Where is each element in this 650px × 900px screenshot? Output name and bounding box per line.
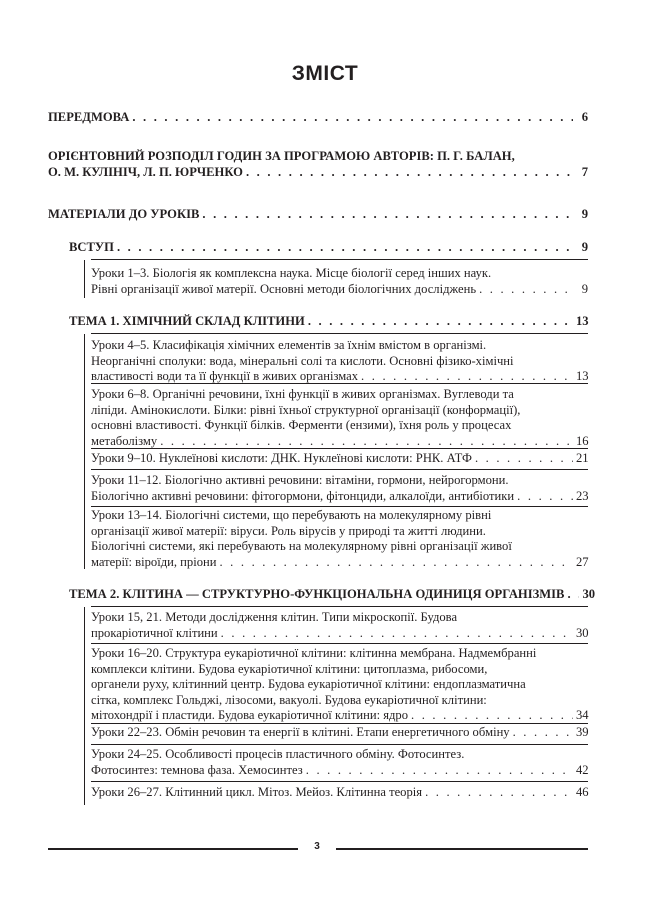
page-title: ЗМІСТ bbox=[291, 62, 359, 85]
toc-entry-text: Неорганічні сполуки: вода, мінеральні солі та кислоти. Основні фізико-хімічні bbox=[91, 353, 514, 368]
entry-rule bbox=[91, 744, 588, 745]
toc-page-number: 6 bbox=[581, 110, 588, 124]
toc-page-number: 39 bbox=[576, 725, 589, 739]
toc-entry-text: МАТЕРІАЛИ ДО УРОКІВ bbox=[48, 207, 200, 221]
toc-entry-text: Уроки 22–23. Обмін речовин та енергії в клітині. Етапи енергетичного обміну bbox=[91, 725, 510, 739]
dot-leader bbox=[479, 282, 573, 298]
section-bar bbox=[84, 334, 85, 569]
dot-leader bbox=[117, 240, 573, 256]
dot-leader bbox=[306, 763, 573, 779]
section-rule bbox=[91, 259, 588, 260]
toc-page-number: 30 bbox=[576, 625, 589, 640]
dot-leader bbox=[132, 110, 573, 126]
toc-entry-text: ОРІЄНТОВНИЙ РОЗПОДІЛ ГОДИН ЗА ПРОГРАМОЮ АВТОРІВ: П. Г. БАЛАН, bbox=[48, 149, 515, 163]
entry-rule bbox=[91, 506, 588, 507]
toc-entry-text: комплекси клітини. Будова еукаріотичної клітини: цитоплазма, рибосоми, bbox=[91, 661, 488, 676]
dot-leader bbox=[567, 587, 579, 603]
toc-page-number: 13 bbox=[576, 314, 589, 328]
toc-page-number: 9 bbox=[581, 240, 588, 254]
toc-page-number: 9 bbox=[581, 281, 588, 296]
toc-entry-text: мітохондрії і пластиди. Будова еукаріотичної клітини: ядро bbox=[91, 708, 409, 722]
toc-entry-text: О. М. КУЛІНІЧ, Л. П. ЮРЧЕНКО bbox=[48, 164, 243, 179]
entry-rule bbox=[91, 469, 588, 470]
dot-leader bbox=[219, 555, 573, 571]
toc-entry-text: прокаріотичної клітини bbox=[91, 625, 218, 640]
toc-entry-text: Уроки 13–14. Біологічні системи, що перебувають на молекулярному рівні bbox=[91, 508, 492, 522]
toc-entry-text: Уроки 24–25. Особливості процесів пластичного обміну. Фотосинтез. bbox=[91, 747, 465, 761]
toc-entry-text: Уроки 16–20. Структура еукаріотичної клітини: клітинна мембрана. Надмембранні bbox=[91, 646, 537, 660]
dot-leader bbox=[517, 489, 573, 505]
toc-entry-text: Уроки 11–12. Біологічно активні речовини: вітаміни, гормони, нейрогормони. bbox=[91, 473, 509, 487]
entry-rule bbox=[91, 781, 588, 782]
toc-entry-text: Біологічно активні речовини: фітогормони, фітонциди, алкалоїди, антибіотики bbox=[91, 488, 515, 503]
toc-entry-text: Фотосинтез: темнова фаза. Хемосинтез bbox=[91, 762, 303, 777]
toc-entry-text: метаболізму bbox=[91, 433, 158, 448]
toc-entry-text: Уроки 6–8. Органічні речовини, їхні функції в живих організмах. Вуглеводи та bbox=[91, 387, 514, 401]
toc-entry-text: властивості води та її функції в живих організмах bbox=[91, 369, 359, 383]
toc-entry-text: ТЕМА 1. ХІМІЧНИЙ СКЛАД КЛІТИНИ bbox=[69, 314, 305, 328]
toc-page-number: 13 bbox=[576, 369, 589, 383]
section-bar bbox=[84, 607, 85, 805]
dot-leader bbox=[246, 165, 573, 181]
toc-page-number: 23 bbox=[576, 488, 589, 503]
dot-leader bbox=[411, 708, 573, 724]
toc-entry-lessons-4-5[interactable] bbox=[91, 338, 588, 385]
toc-entry-lessons-24-25[interactable] bbox=[91, 747, 588, 778]
toc-entry-lessons-22-23[interactable] bbox=[91, 725, 588, 741]
toc-page-number: 16 bbox=[576, 433, 589, 448]
toc-entry-lessons-9-10[interactable] bbox=[91, 451, 588, 467]
toc-entry-topic-2[interactable] bbox=[69, 587, 596, 603]
toc-entry-text: Уроки 1–3. Біологія як комплексна наука. Місце біології серед інших наук. bbox=[91, 266, 492, 280]
toc-entry-lessons-11-12[interactable] bbox=[91, 473, 588, 504]
toc-entry-lessons-26-27[interactable] bbox=[91, 785, 588, 801]
dot-leader bbox=[475, 451, 573, 467]
toc-entry-intro[interactable] bbox=[69, 240, 588, 256]
toc-page-number: 46 bbox=[576, 785, 589, 799]
footer-rule-left bbox=[48, 848, 298, 850]
toc-entry-text: ВСТУП bbox=[69, 240, 114, 254]
toc-entry-text: Уроки 9–10. Нуклеїнові кислоти: ДНК. Нуклеїнові кислоти: РНК. АТФ bbox=[91, 451, 472, 465]
toc-entry-text: Біологічні системи, які перебувають на молекулярному рівні організації живої bbox=[91, 539, 512, 553]
toc-entry-topic-1[interactable] bbox=[69, 314, 588, 330]
toc-entry-text: ліпіди. Амінокислоти. Білки: рівні їхньої структурної організації (конформації), bbox=[91, 402, 521, 417]
toc-page-number: 9 bbox=[581, 207, 588, 221]
toc-page-number: 7 bbox=[581, 164, 588, 179]
entry-rule bbox=[91, 723, 588, 724]
toc-entry-preface[interactable] bbox=[48, 110, 588, 126]
toc-entry-text: Уроки 15, 21. Методи дослідження клітин. Типи мікроскопії. Будова bbox=[91, 610, 458, 624]
dot-leader bbox=[202, 207, 573, 223]
toc-entry-text: Уроки 26–27. Клітинний цикл. Мітоз. Мейоз. Клітинна теорія bbox=[91, 785, 423, 799]
dot-leader bbox=[425, 785, 573, 801]
toc-page-number: 34 bbox=[576, 708, 589, 722]
toc-entry-text: ТЕМА 2. КЛІТИНА — СТРУКТУРНО-ФУНКЦІОНАЛЬНА ОДИНИЦЯ ОРГАНІЗМІВ bbox=[69, 587, 565, 601]
toc-page-number: 42 bbox=[576, 762, 589, 777]
dot-leader bbox=[160, 434, 573, 450]
toc-entry-lessons-15-21[interactable] bbox=[91, 610, 588, 641]
entry-rule bbox=[91, 383, 588, 384]
toc-entry-text: ПЕРЕДМОВА bbox=[48, 110, 130, 124]
dot-leader bbox=[221, 626, 573, 642]
toc-entry-text: організації живої матерії: віруси. Роль вірусів у природі та житті людини. bbox=[91, 523, 486, 538]
toc-entry-text: Уроки 4–5. Класифікація хімічних елементів за їхнім вмістом в організмі. bbox=[91, 338, 487, 352]
toc-entry-text: Рівні організації живої матерії. Основні методи біологічних досліджень bbox=[91, 281, 477, 296]
toc-entry-materials[interactable] bbox=[48, 207, 588, 223]
toc-entry-lessons-6-8[interactable] bbox=[91, 387, 588, 449]
entry-rule bbox=[91, 448, 588, 449]
toc-page-number: 21 bbox=[576, 451, 589, 465]
toc-entry-text: основні властивості. Функції білків. Ферменти (ензими), їхня роль у процесах bbox=[91, 418, 512, 432]
section-rule bbox=[91, 333, 588, 334]
dot-leader bbox=[513, 725, 573, 741]
toc-entry-lessons-1-3[interactable] bbox=[91, 266, 588, 297]
toc-entry-lessons-13-14[interactable] bbox=[91, 508, 588, 570]
entry-rule bbox=[91, 643, 588, 644]
footer-page-number: 3 bbox=[314, 841, 320, 852]
toc-entry-hours[interactable] bbox=[48, 149, 588, 180]
dot-leader bbox=[308, 314, 573, 330]
toc-entry-lessons-16-20[interactable] bbox=[91, 646, 588, 724]
toc-page-number: 30 bbox=[582, 587, 596, 601]
toc-entry-text: сітка, комплекс Гольджі, лізосоми, вакуолі. Будова еукаріотичної клітини: bbox=[91, 692, 487, 707]
footer-rule-right bbox=[336, 848, 588, 850]
toc-page-number: 27 bbox=[576, 554, 589, 569]
section-bar bbox=[84, 260, 85, 298]
section-rule bbox=[91, 606, 588, 607]
toc-entry-text: матерії: віроїди, пріони bbox=[91, 554, 217, 569]
toc-entry-text: органели руху, клітинний центр. Будова еукаріотичної клітини: ендоплазматична bbox=[91, 677, 526, 691]
